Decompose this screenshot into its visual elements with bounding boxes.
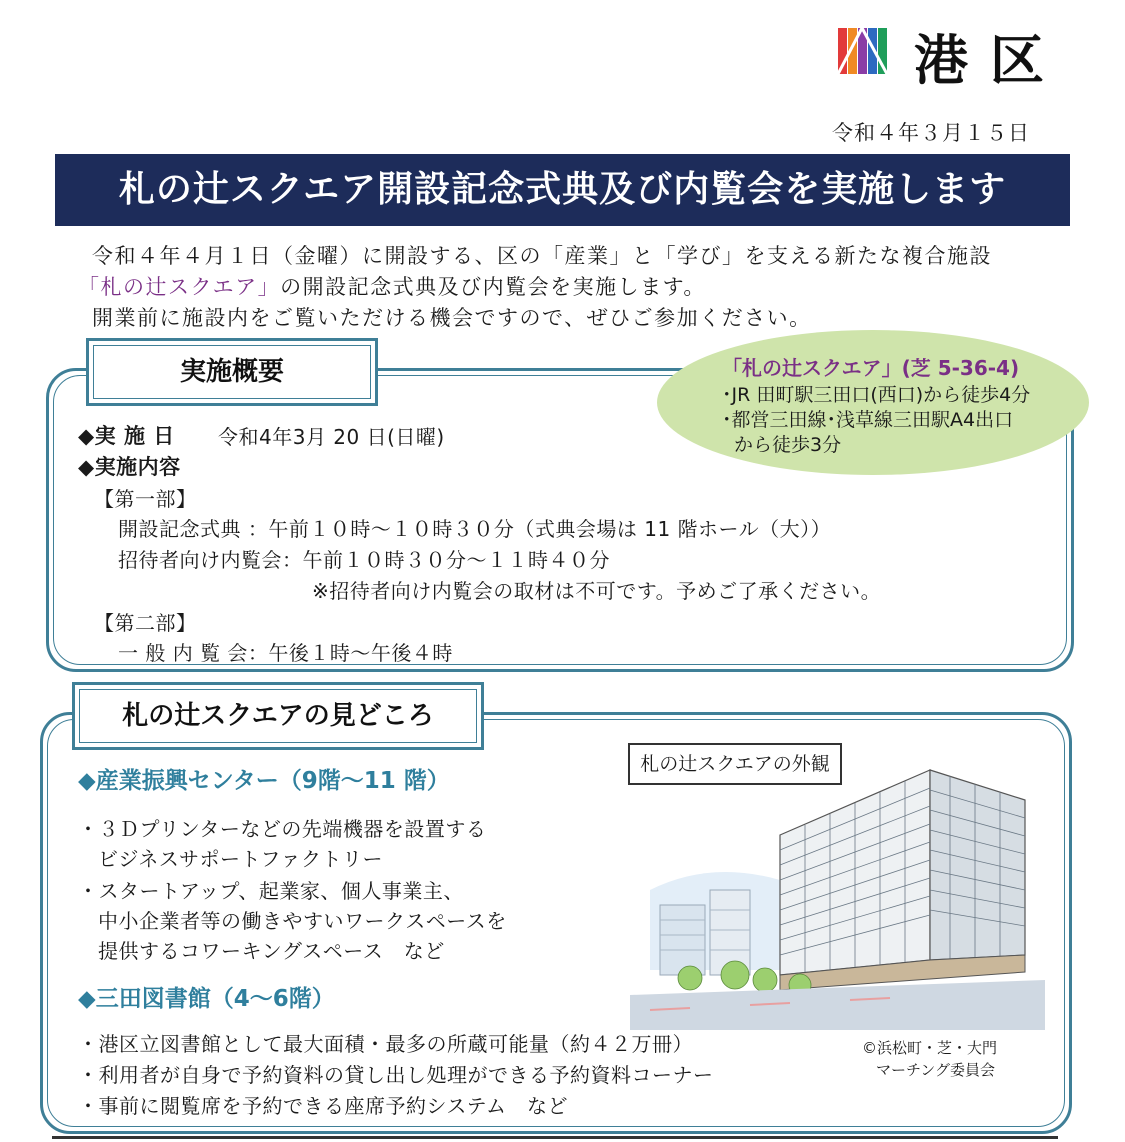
industry-item: 中小企業者等の働きやすいワークスペースを <box>98 909 507 933</box>
part1-label: 【第一部】 <box>94 487 197 511</box>
intro-line-3: 開業前に施設内をご覧いただける機会ですので、ぜひご参加ください。 <box>92 306 812 330</box>
bottom-rule <box>52 1136 1058 1139</box>
page-title: 札の辻スクエア開設記念式典及び内覧会を実施します <box>118 169 1007 210</box>
facility-name-highlight: 「札の辻スクエア」 <box>78 275 281 299</box>
part1-note: ※招待者向け内覧会の取材は不可です。予めご了承ください。 <box>312 579 882 603</box>
industry-item: ・３Ｄプリンターなどの先端機器を設置する <box>78 817 487 841</box>
access-line: ･JR 田町駅三田口(西口)から徒歩4分 <box>722 384 1031 406</box>
library-item: ・利用者が自身で予約資料の貸し出し処理ができる予約資料コーナー <box>78 1063 714 1087</box>
date-value: 令和4年3月 20 日(日曜) <box>218 425 445 449</box>
highlights-heading: 札の辻スクエアの見どころ <box>122 701 434 731</box>
industry-item: 提供するコワーキングスペース など <box>98 939 445 963</box>
date-label: ◆実 施 日 <box>78 424 175 448</box>
overview-heading-tab <box>86 338 378 406</box>
overview-heading: 実施概要 <box>179 357 284 387</box>
intro-line-1: 令和４年４月１日（金曜）に開設する、区の「産業」と「学び」を支える新たな複合施設 <box>92 244 992 268</box>
part2-item: 一 般 内 覧 会：午後１時～午後４時 <box>118 641 453 665</box>
intro-line-2 <box>78 271 706 301</box>
industry-item: ビジネスサポートファクトリー <box>98 847 383 871</box>
section-industry-title: ◆産業振興センター（9階～11 階） <box>78 768 450 794</box>
section-library-title: ◆三田図書館（4～6階） <box>78 986 335 1012</box>
library-item: ・事前に閲覧席を予約できる座席予約システム など <box>78 1094 568 1118</box>
access-title: 「札の辻スクエア」(芝 5-36-4) <box>722 356 1020 380</box>
image-credit: マーチング委員会 <box>876 1061 995 1079</box>
intro-line-2-rest: の開設記念式典及び内覧会を実施します。 <box>280 275 706 299</box>
minato-logo-icon <box>838 22 890 78</box>
release-date: 令和４年３月１５日 <box>832 121 1030 145</box>
ward-name: 港区 <box>914 29 1066 92</box>
image-credit: ©浜松町・芝・大門 <box>862 1039 998 1057</box>
highlights-heading-tab <box>72 682 484 750</box>
library-item: ・港区立図書館として最大面積・最多の所蔵可能量（約４２万冊） <box>78 1032 693 1056</box>
content-label: ◆実施内容 <box>78 455 181 479</box>
part2-label: 【第二部】 <box>94 611 197 635</box>
part1-item: 招待者向け内覧会：午前１０時３０分～１１時４０分 <box>118 548 610 572</box>
access-line: から徒歩3分 <box>734 434 842 456</box>
industry-item: ・スタートアップ、起業家、個人事業主、 <box>78 879 464 903</box>
access-line: ･都営三田線･浅草線三田駅A4出口 <box>722 409 1014 431</box>
part1-item: 開設記念式典 ：午前１０時～１０時３０分（式典会場は 11 階ホール（大）） <box>118 517 832 541</box>
image-caption: 札の辻スクエアの外観 <box>628 743 842 785</box>
